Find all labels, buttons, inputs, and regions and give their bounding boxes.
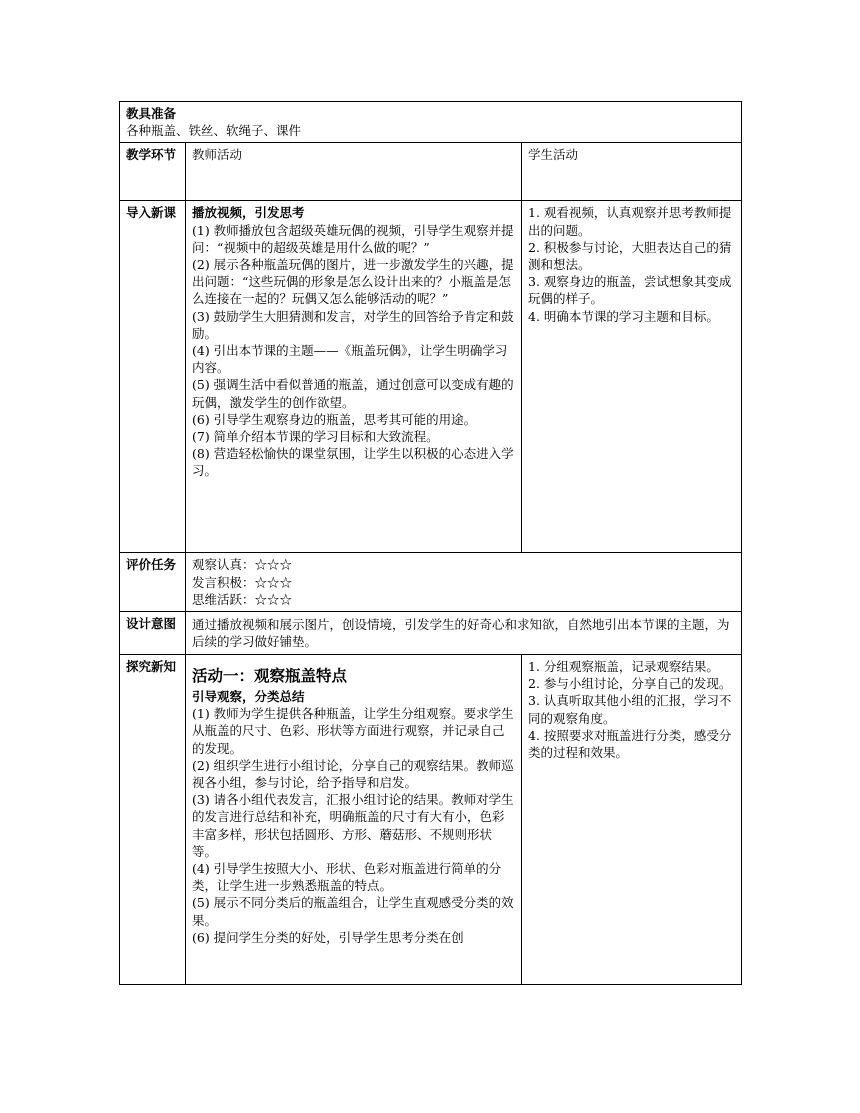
intro-student-item: 3. 观察身边的瓶盖，尝试想象其变成玩偶的样子。 <box>528 274 732 307</box>
explore-student-item: 2. 参与小组讨论，分享自己的发现。 <box>528 676 732 692</box>
evaluation-item: 发言积极：☆☆☆ <box>192 574 293 590</box>
prep-cell <box>120 102 742 143</box>
explore-subtitle: 引导观察，分类总结 <box>192 689 305 705</box>
explore-section: 探究新知 <box>120 655 186 985</box>
explore-student-item: 1. 分组观察瓶盖，记录观察结果。 <box>528 659 719 675</box>
intro-teacher-item: (2) 展示各种瓶盖玩偶的图片，进一步激发学生的兴趣，提出问题：“这些玩偶的形象是怎么设计出来的？小瓶盖是怎么连接在一起的？玩偶又怎么能够活动的呢？” <box>192 257 514 307</box>
intro-student-item: 4. 明确本节课的学习主题和目标。 <box>528 308 719 324</box>
design-section: 设计意图 <box>120 612 186 655</box>
intro-teacher-item: (4) 引出本节课的主题——《瓶盖玩偶》，让学生明确学习内容。 <box>192 343 508 376</box>
intro-student-item: 2. 积极参与讨论，大胆表达自己的猜测和想法。 <box>528 239 732 273</box>
header-student: 学生活动 <box>522 143 742 201</box>
intro-teacher-cell <box>186 201 522 553</box>
intro-teacher-item: (5) 强调生活中看似普通的瓶盖，通过创意可以变成有趣的玩偶，激发学生的创作欲望。 <box>192 377 514 410</box>
lesson-plan-table <box>119 101 742 985</box>
design-row <box>120 612 742 655</box>
explore-student-item: 3. 认真听取其他小组的汇报，学习不同的观察角度。 <box>528 693 732 726</box>
intro-section: 导入新课 <box>120 201 186 553</box>
explore-teacher-item: (6) 提问学生分类的好处，引导学生思考分类在创 <box>192 929 464 945</box>
explore-teacher-cell <box>186 655 522 985</box>
evaluation-item: 思维活跃：☆☆☆ <box>192 591 293 607</box>
intro-teacher-item: (3) 鼓励学生大胆猜测和发言，对学生的回答给予肯定和鼓励。 <box>192 308 514 341</box>
evaluation-section: 评价任务 <box>120 553 186 612</box>
explore-student-item: 4. 按照要求对瓶盖进行分类，感受分类的过程和效果。 <box>528 727 732 761</box>
evaluation-row <box>120 553 742 612</box>
explore-teacher-item: (1) 教师为学生提供各种瓶盖，让学生分组观察。要求学生从瓶盖的尺寸、色彩、形状等方面进行观察，并记录自己的发现。 <box>192 706 514 756</box>
explore-teacher-item: (4) 引导学生按照大小、形状、色彩对瓶盖进行简单的分类，让学生进一步熟悉瓶盖的特点。 <box>192 861 502 894</box>
intro-student-item: 1. 观看视频，认真观察并思考教师提出的问题。 <box>528 205 732 238</box>
intro-teacher-item: (1) 教师播放包含超级英雄玩偶的视频，引导学生观察并提问：“视频中的超级英雄是用什么做的呢？” <box>192 222 514 255</box>
intro-teacher-item: (6) 引导学生观察身边的瓶盖，思考其可能的用途。 <box>192 411 477 427</box>
activity-title: 活动一：观察瓶盖特点 <box>192 666 348 686</box>
header-teacher: 教师活动 <box>186 143 522 201</box>
explore-teacher-item: (5) 展示不同分类后的瓶盖组合，让学生直观感受分类的效果。 <box>192 895 514 928</box>
evaluation-cell <box>186 553 742 612</box>
header-section: 教学环节 <box>120 143 186 201</box>
explore-row <box>120 655 742 985</box>
prep-row <box>120 102 742 143</box>
intro-subtitle: 播放视频，引发思考 <box>192 205 305 221</box>
explore-student-cell <box>522 655 742 985</box>
explore-teacher-item: (3) 请各小组代表发言，汇报小组讨论的结果。教师对学生的发言进行总结和补充，明确瓶盖的尺寸有大有小，色彩丰富多样，形状包括圆形、方形、蘑菇形、不规则形状等。 <box>192 792 514 859</box>
intro-student-cell <box>522 201 742 553</box>
design-text: 通过播放视频和展示图片，创设情境，引发学生的好奇心和求知欲，自然地引出本节课的主题，为后续的学习做好铺垫。 <box>186 612 742 655</box>
intro-row <box>120 201 742 553</box>
evaluation-item: 观察认真：☆☆☆ <box>192 557 293 573</box>
explore-teacher-item: (2) 组织学生进行小组讨论，分享自己的观察结果。教师巡视各小组，参与讨论，给予指导和启发。 <box>192 757 514 791</box>
prep-title: 教具准备 <box>126 106 177 121</box>
intro-teacher-item: (7) 简单介绍本节课的学习目标和大致流程。 <box>192 429 439 445</box>
intro-teacher-item: (8) 营造轻松愉快的课堂氛围，让学生以积极的心态进入学习。 <box>192 446 514 479</box>
prep-items: 各种瓶盖、铁丝、软绳子、课件 <box>126 123 302 139</box>
header-row <box>120 143 742 201</box>
